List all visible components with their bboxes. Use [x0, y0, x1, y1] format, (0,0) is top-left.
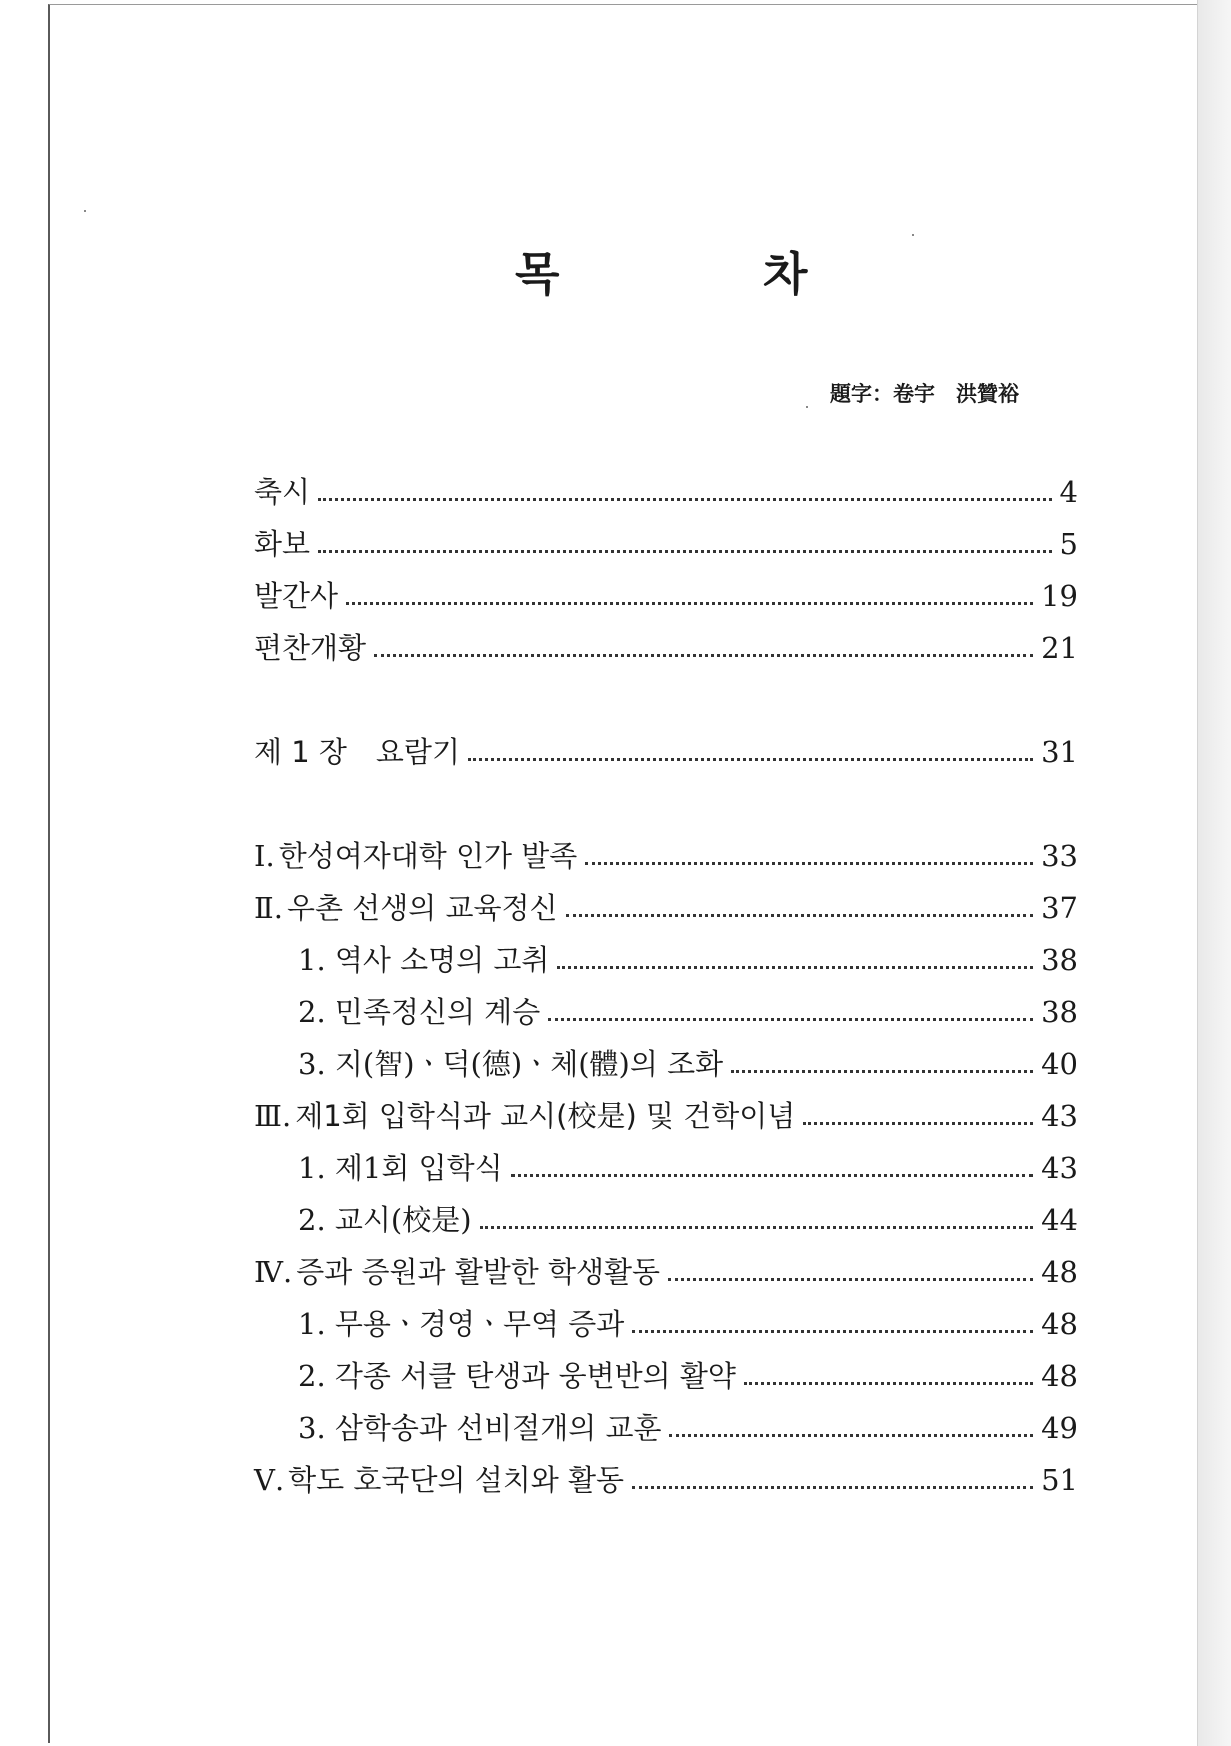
toc-entry-label: 발간사 — [254, 579, 339, 613]
scan-speck — [84, 210, 86, 212]
dot-leader — [318, 498, 1052, 501]
roman-numeral: Ⅰ. — [254, 839, 275, 873]
dot-leader — [632, 1330, 1033, 1333]
scan-speck — [806, 406, 808, 408]
toc-subsection-page: 38 — [1041, 943, 1078, 977]
dot-leader — [346, 602, 1033, 605]
dot-leader — [566, 914, 1034, 917]
toc-subsection-label: 1. 제1회 입학식 — [298, 1151, 503, 1185]
toc-subsection-label: 2. 각종 서클 탄생과 웅변반의 활약 — [298, 1359, 736, 1393]
toc-subsection-entry — [298, 1044, 1078, 1084]
toc-chapter-entry — [254, 732, 1078, 772]
section-title: 우촌 선생의 교육정신 — [286, 891, 558, 925]
toc-chapter-page: 31 — [1041, 735, 1078, 769]
toc-chapter-label: 제 1 장 요람기 — [254, 735, 460, 769]
toc-subsection-page: 38 — [1041, 995, 1078, 1029]
toc-subsection-entry — [298, 1408, 1078, 1448]
toc-subsection-page: 48 — [1041, 1359, 1078, 1393]
dot-leader — [632, 1486, 1033, 1489]
page-title — [0, 238, 1231, 308]
toc-section-page: 48 — [1041, 1255, 1078, 1289]
roman-numeral: Ⅱ. — [254, 891, 283, 925]
title-char-2: 차 — [763, 247, 808, 301]
dot-leader — [668, 1278, 1033, 1281]
toc-section-page: 43 — [1041, 1099, 1078, 1133]
toc-section-page: 33 — [1041, 839, 1078, 873]
toc-subsection-entry — [298, 1356, 1078, 1396]
toc-subsection-entry — [298, 992, 1078, 1032]
dot-leader — [744, 1382, 1033, 1385]
toc-entry-page: 4 — [1059, 475, 1078, 509]
toc-subsection-page: 44 — [1041, 1203, 1078, 1237]
toc-subsection-label: 1. 무용ㆍ경영ㆍ무역 증과 — [298, 1307, 625, 1341]
toc-subsection-label: 3. 지(智)ㆍ덕(德)ㆍ체(體)의 조화 — [298, 1047, 724, 1081]
dot-leader — [318, 550, 1052, 553]
toc-subsection-page: 43 — [1041, 1151, 1078, 1185]
toc-section-entry — [254, 1460, 1078, 1500]
dot-leader — [511, 1174, 1033, 1177]
toc-entry-page: 5 — [1059, 527, 1078, 561]
toc-subsection-entry — [298, 1200, 1078, 1240]
dot-leader — [548, 1018, 1033, 1021]
toc-section-page: 51 — [1041, 1463, 1078, 1497]
dot-leader — [480, 1226, 1034, 1229]
section-title: 증과 증원과 활발한 학생활동 — [296, 1255, 661, 1289]
toc-section-entry — [254, 888, 1078, 928]
toc-entry — [254, 524, 1078, 564]
section-title: 제1회 입학식과 교시(校是) 및 건학이념 — [295, 1099, 796, 1133]
dot-leader — [557, 966, 1033, 969]
scan-speck — [912, 234, 914, 236]
toc-entry — [254, 576, 1078, 616]
title-char-1: 목 — [515, 247, 560, 301]
toc-entry-page: 19 — [1041, 579, 1078, 613]
toc-section-label — [254, 888, 558, 928]
toc-section-label — [254, 1252, 660, 1292]
dot-leader — [374, 654, 1033, 657]
roman-numeral: Ⅳ. — [254, 1255, 293, 1289]
toc-entry-page: 21 — [1041, 631, 1078, 665]
toc-section-entry — [254, 1096, 1078, 1136]
toc-entry-label: 축시 — [254, 475, 311, 509]
dot-leader — [731, 1070, 1033, 1073]
toc-subsection-label: 2. 교시(校是) — [298, 1203, 472, 1237]
toc-entry-label: 편찬개황 — [254, 631, 367, 665]
section-title: 한성여자대학 인가 발족 — [278, 839, 578, 873]
toc-section-label — [254, 1460, 624, 1500]
calligraphy-credit: 題字：卷宇 洪贊裕 — [830, 382, 1019, 406]
toc-subsection-entry — [298, 1304, 1078, 1344]
toc-subsection-entry — [298, 1148, 1078, 1188]
roman-numeral: Ⅲ. — [254, 1099, 292, 1133]
toc-section-page: 37 — [1041, 891, 1078, 925]
toc-subsection-page: 49 — [1041, 1411, 1078, 1445]
toc-section-label — [254, 1096, 795, 1136]
toc-entry — [254, 628, 1078, 668]
dot-leader — [669, 1434, 1033, 1437]
toc-entry-label: 화보 — [254, 527, 311, 561]
toc-subsection-entry — [298, 940, 1078, 980]
toc-subsection-page: 40 — [1041, 1047, 1078, 1081]
toc-subsection-label: 3. 삼학송과 선비절개의 교훈 — [298, 1411, 662, 1445]
toc-subsection-label: 2. 민족정신의 계승 — [298, 995, 541, 1029]
toc-subsection-page: 48 — [1041, 1307, 1078, 1341]
dot-leader — [803, 1122, 1033, 1125]
dot-leader — [585, 862, 1033, 865]
toc-section-entry — [254, 836, 1078, 876]
toc-section-entry — [254, 1252, 1078, 1292]
roman-numeral: Ⅴ. — [254, 1463, 285, 1497]
toc-entry — [254, 472, 1078, 512]
toc-section-label — [254, 836, 577, 876]
dot-leader — [468, 758, 1033, 761]
section-title: 학도 호국단의 설치와 활동 — [288, 1463, 624, 1497]
toc-subsection-label: 1. 역사 소명의 고취 — [298, 943, 550, 977]
